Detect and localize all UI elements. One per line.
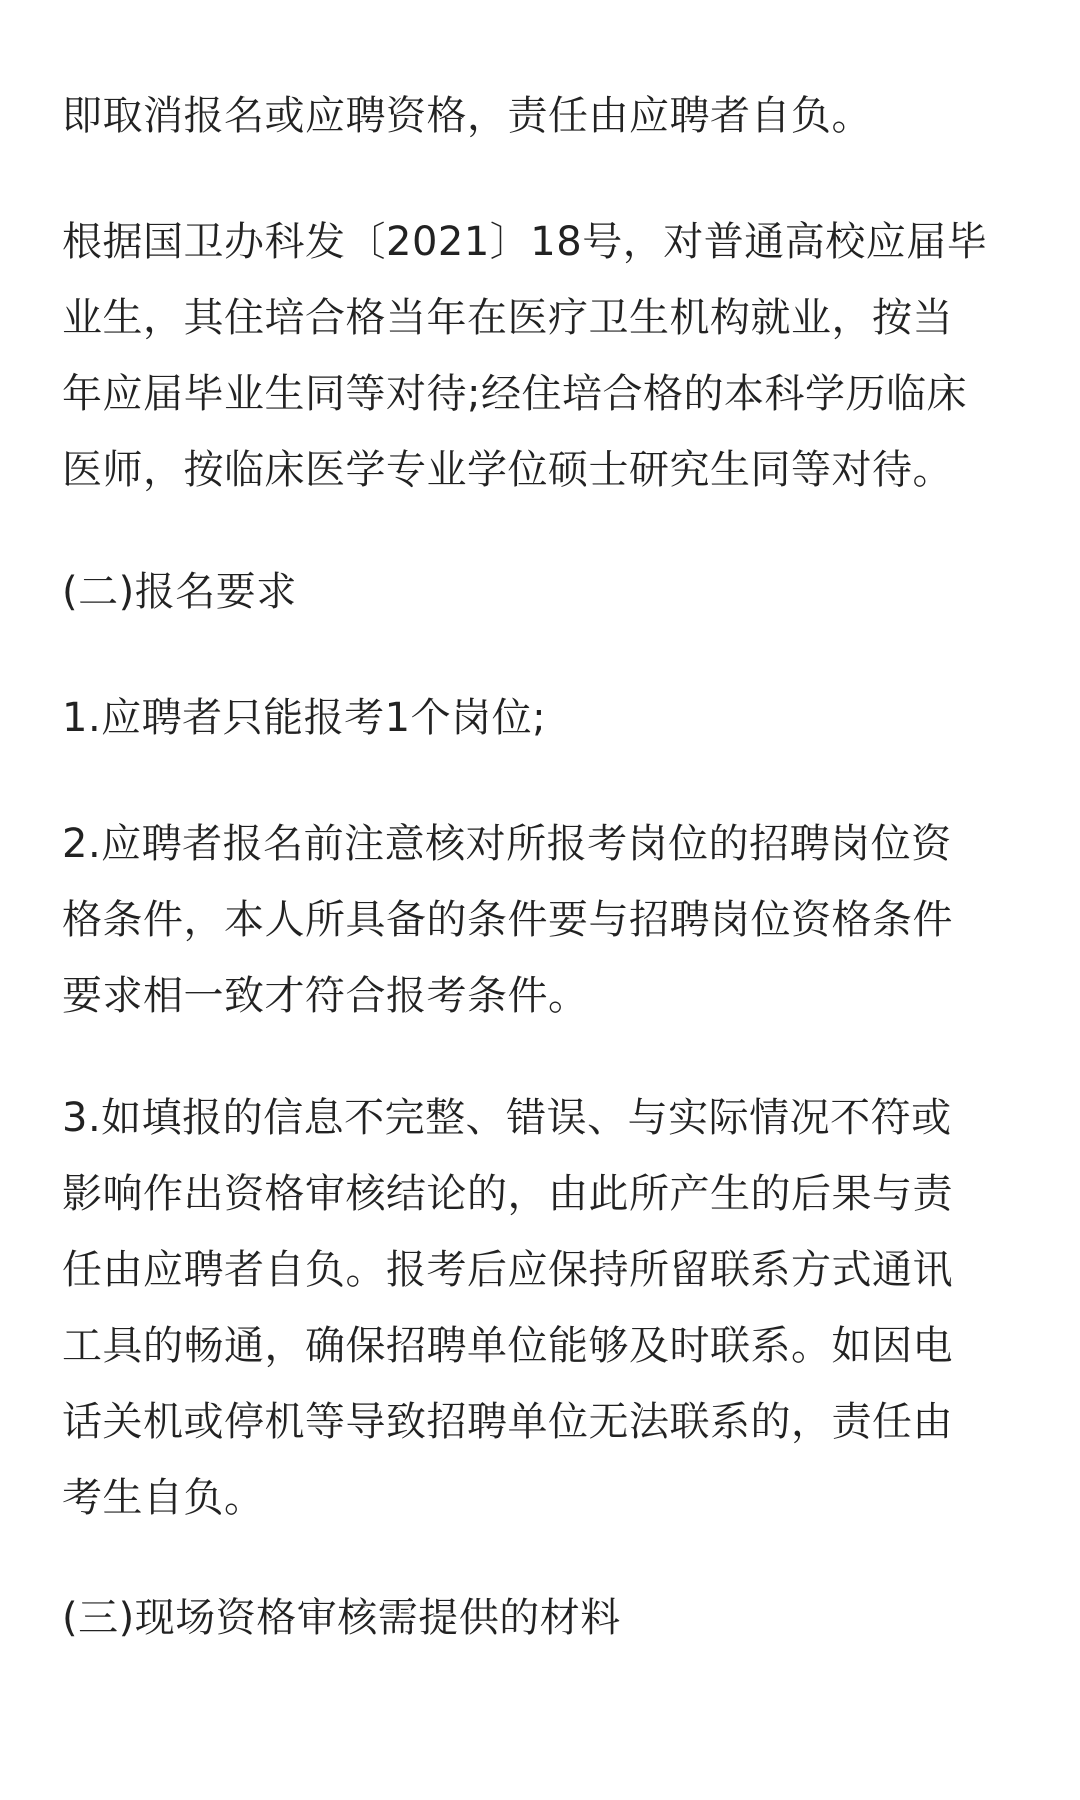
requirement-item-1 xyxy=(62,680,1022,756)
text-line: 即取消报名或应聘资格，责任由应聘者自负。 xyxy=(62,93,872,139)
section-heading-text: (二)报名要求 xyxy=(62,569,297,615)
text-line: 1.应聘者只能报考1个岗位; xyxy=(62,695,547,741)
paragraph-residency-training-policy xyxy=(62,204,1022,508)
text-line: 格条件，本人所具备的条件要与招聘岗位资格条件 xyxy=(62,897,953,943)
text-line: 工具的畅通，确保招聘单位能够及时联系。如因电 xyxy=(62,1323,953,1369)
text-line: 根据国卫办科发〔2021〕18号，对普通高校应届毕 xyxy=(62,219,988,265)
text-line: 话关机或停机等导致招聘单位无法联系的，责任由 xyxy=(62,1399,953,1445)
text-line: 考生自负。 xyxy=(62,1475,265,1521)
section-heading-registration-requirements xyxy=(62,554,1022,630)
section-heading-qualification-materials xyxy=(62,1580,1022,1656)
paragraph-disqualification-note xyxy=(62,78,1022,154)
text-line: 任由应聘者自负。报考后应保持所留联系方式通讯 xyxy=(62,1247,953,1293)
text-line: 业生，其住培合格当年在医疗卫生机构就业，按当 xyxy=(62,295,953,341)
text-line: 要求相一致才符合报考条件。 xyxy=(62,973,589,1019)
text-line: 2.应聘者报名前注意核对所报考岗位的招聘岗位资 xyxy=(62,821,952,867)
text-line: 3.如填报的信息不完整、错误、与实际情况不符或 xyxy=(62,1095,952,1141)
text-line: 医师，按临床医学专业学位硕士研究生同等对待。 xyxy=(62,447,953,493)
section-heading-text: (三)现场资格审核需提供的材料 xyxy=(62,1595,621,1641)
requirement-item-2 xyxy=(62,806,1022,1034)
text-line: 年应届毕业生同等对待;经住培合格的本科学历临床 xyxy=(62,371,967,417)
text-line: 影响作出资格审核结论的，由此所产生的后果与责 xyxy=(62,1171,953,1217)
requirement-item-3 xyxy=(62,1080,1022,1536)
